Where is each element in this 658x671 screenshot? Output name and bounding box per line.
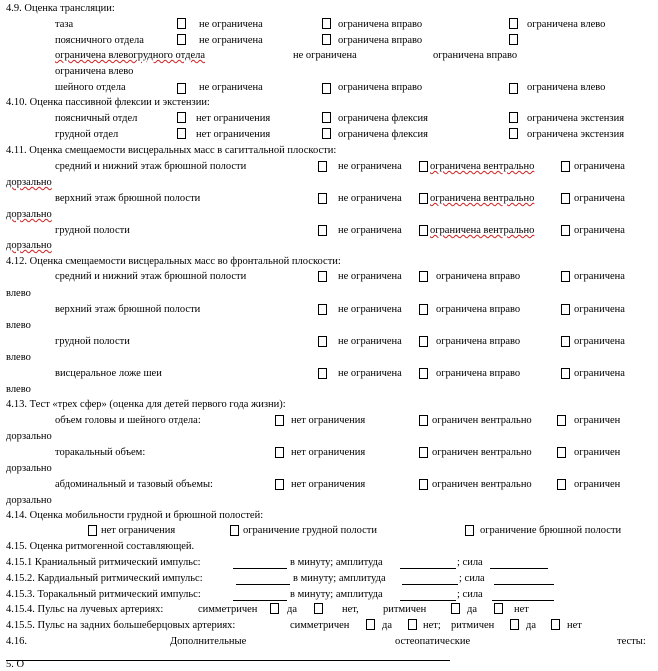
wrap-neck-front: влево xyxy=(6,384,31,395)
opt-neck-front-left: ограничена xyxy=(574,368,625,379)
checkbox-pelvis-left[interactable] xyxy=(509,18,518,29)
row-label-chest-front: грудной полости xyxy=(55,336,130,347)
checkbox-lumbar-unrestricted[interactable] xyxy=(177,34,186,45)
checkbox-radial-symmetric-yes[interactable] xyxy=(270,603,279,614)
checkbox-cervical-unrestricted[interactable] xyxy=(177,83,186,94)
checkbox-head-volume-ventral[interactable] xyxy=(419,415,428,426)
checkbox-mobility-chest[interactable] xyxy=(230,525,239,536)
checkbox-thoracic-extension[interactable] xyxy=(509,128,518,139)
checkbox-upper-abdomen-front-right[interactable] xyxy=(419,304,428,315)
thoracic-amplitude-field[interactable] xyxy=(400,600,456,601)
opt-mobility-abdomen: ограничение брюшной полости xyxy=(480,525,622,536)
tibial-rhythmic-no: нет xyxy=(567,620,582,631)
checkbox-tibial-rhythmic-no[interactable] xyxy=(551,619,560,630)
checkbox-mobility-abdomen[interactable] xyxy=(465,525,474,536)
opt-head-volume-none: нет ограничения xyxy=(291,415,366,426)
checkbox-upper-abdomen-sag-ventral[interactable] xyxy=(419,193,428,204)
checkbox-radial-symmetric-no[interactable] xyxy=(314,603,323,614)
cardiac-amplitude-field[interactable] xyxy=(402,584,458,585)
checkbox-upper-abdomen-front-left[interactable] xyxy=(561,304,570,315)
row-label-lower-abdomen-front: средний и нижний этаж брюшной полости xyxy=(55,271,247,282)
tibial-symmetric-no: нет; xyxy=(423,620,441,631)
wrap-abdominal-volume: дорзально xyxy=(6,495,52,506)
opt-thoracic-unrestricted: не ограничена xyxy=(293,50,357,61)
radial-rhythmic-no: нет xyxy=(514,604,529,615)
section-4-15-title: 4.15. Оценка ритмогенной составляющей. xyxy=(6,541,195,552)
cranial-impulse-label: 4.15.1 Краниальный ритмический импульс: xyxy=(6,557,201,568)
row-thoracic-wrap: ограничена влево xyxy=(55,66,134,77)
row-label-abdominal-volume: абдоминальный и тазовый объемы: xyxy=(55,479,213,490)
opt-chest-front-none: не ограничена xyxy=(338,336,402,347)
opt-lower-abdomen-front-right: ограничена вправо xyxy=(436,271,521,282)
opt-lower-abdomen-front-left: ограничена xyxy=(574,271,625,282)
section-4-10-title: 4.10. Оценка пассивной флексии и экстензии: xyxy=(6,97,210,108)
checkbox-lumbar-extension[interactable] xyxy=(509,112,518,123)
checkbox-head-volume-none[interactable] xyxy=(275,415,284,426)
tibial-rhythmic-label: ритмичен xyxy=(451,620,495,631)
thoracic-force-label: ; сила xyxy=(457,589,483,600)
cranial-rate-field[interactable] xyxy=(233,568,287,569)
checkbox-lumbar-flexion[interactable] xyxy=(322,112,331,123)
checkbox-thoracic-volume-none[interactable] xyxy=(275,447,284,458)
opt-lumbar-unrestricted: не ограничена xyxy=(199,35,263,46)
checkbox-lower-abdomen-front-left[interactable] xyxy=(561,271,570,282)
opt-abdominal-volume-none: нет ограничения xyxy=(291,479,366,490)
thoracic-rate-field[interactable] xyxy=(233,600,287,601)
checkbox-lumbar-left[interactable] xyxy=(509,34,518,45)
tibial-rhythmic-yes: да xyxy=(526,620,537,631)
row-label-upper-abdomen-sag: верхний этаж брюшной полости xyxy=(55,193,201,204)
checkbox-thoracic-volume-ventral[interactable] xyxy=(419,447,428,458)
tibial-symmetric-label: симметричен xyxy=(290,620,350,631)
opt-chest-sag-ventral: ограничена вентрально xyxy=(430,225,535,236)
checkbox-lower-abdomen-sag-dorsal[interactable] xyxy=(561,161,570,172)
wrap-chest-front: влево xyxy=(6,352,31,363)
opt-chest-sag-dorsal: ограничена xyxy=(574,225,625,236)
opt-neck-front-right: ограничена вправо xyxy=(436,368,521,379)
cranial-force-field[interactable] xyxy=(490,568,548,569)
checkbox-cervical-left[interactable] xyxy=(509,83,518,94)
section-4-16-word-1: Дополнительные xyxy=(170,636,247,647)
row-label-cervical: шейного отдела xyxy=(55,82,126,93)
cranial-force-label: ; сила xyxy=(457,557,483,568)
opt-chest-front-right: ограничена вправо xyxy=(436,336,521,347)
opt-lower-abdomen-sag-dorsal: ограничена xyxy=(574,161,625,172)
additional-tests-line[interactable] xyxy=(6,660,450,661)
checkbox-chest-sag-none[interactable] xyxy=(318,225,327,236)
row-label-upper-abdomen-front: верхний этаж брюшной полости xyxy=(55,304,201,315)
opt-upper-abdomen-sag-none: не ограничена xyxy=(338,193,402,204)
opt-thoracic-right: ограничена вправо xyxy=(433,50,518,61)
cardiac-per-minute: в минуту; амплитуда xyxy=(293,573,386,584)
radial-symmetric-yes: да xyxy=(287,604,298,615)
thoracic-force-field[interactable] xyxy=(492,600,554,601)
checkbox-chest-sag-ventral[interactable] xyxy=(419,225,428,236)
section-5-fragment: 5. О xyxy=(6,659,25,670)
checkbox-upper-abdomen-front-none[interactable] xyxy=(318,304,327,315)
cardiac-force-field[interactable] xyxy=(494,584,554,585)
opt-thoracic-volume-ventral: ограничен вентрально xyxy=(432,447,532,458)
opt-neck-front-none: не ограничена xyxy=(338,368,402,379)
checkbox-upper-abdomen-sag-none[interactable] xyxy=(318,193,327,204)
opt-lumbar-flexion: ограничена флексия xyxy=(338,113,428,124)
row-label-thoracic-volume: торакальный объем: xyxy=(55,447,146,458)
checkbox-neck-front-right[interactable] xyxy=(419,368,428,379)
section-4-16-word-3: тесты: xyxy=(617,636,646,647)
section-4-16-number: 4.16. xyxy=(6,636,27,647)
row-label-lower-abdomen-sag: средний и нижний этаж брюшной полости xyxy=(55,161,247,172)
checkbox-thoracic-flexion[interactable] xyxy=(322,128,331,139)
cardiac-force-label: ; сила xyxy=(459,573,485,584)
section-4-13-title: 4.13. Тест «трех сфер» (оценка для детей первого года жизни): xyxy=(6,399,286,410)
opt-lumbar-extension: ограничена экстензия xyxy=(527,113,625,124)
opt-cervical-right: ограничена вправо xyxy=(338,82,423,93)
checkbox-head-volume-dorsal[interactable] xyxy=(557,415,566,426)
checkbox-chest-front-none[interactable] xyxy=(318,336,327,347)
radial-rhythmic-label: ритмичен xyxy=(383,604,427,615)
opt-upper-abdomen-sag-dorsal: ограничена xyxy=(574,193,625,204)
wrap-lower-abdomen-sag: дорзально xyxy=(6,177,52,188)
opt-thoracic-volume-dorsal: ограничен xyxy=(574,447,621,458)
row-label-neck-front: висцеральное ложе шеи xyxy=(55,368,162,379)
checkbox-pelvis-right[interactable] xyxy=(322,18,331,29)
opt-upper-abdomen-front-right: ограничена вправо xyxy=(436,304,521,315)
row-label-pelvis: таза xyxy=(55,19,74,30)
row-label-thoracic-flex: грудной отдел xyxy=(55,129,119,140)
section-4-12-title: 4.12. Оценка смещаемости висцеральных масс во фронтальной плоскости: xyxy=(6,256,341,267)
section-4-11-title: 4.11. Оценка смещаемости висцеральных масс в сагиттальной плоскости: xyxy=(6,145,337,156)
tibial-symmetric-yes: да xyxy=(382,620,393,631)
row-label-chest-sag: грудной полости xyxy=(55,225,130,236)
checkbox-chest-front-right[interactable] xyxy=(419,336,428,347)
opt-upper-abdomen-sag-ventral: ограничена вентрально xyxy=(430,193,535,204)
opt-abdominal-volume-ventral: ограничен вентрально xyxy=(432,479,532,490)
opt-abdominal-volume-dorsal: ограничен xyxy=(574,479,621,490)
section-4-16-word-2: остеопатические xyxy=(395,636,471,647)
opt-cervical-unrestricted: не ограничена xyxy=(199,82,263,93)
cardiac-impulse-label: 4.15.2. Кардиальный ритмический импульс: xyxy=(6,573,203,584)
opt-pelvis-left: ограничена влево xyxy=(527,19,606,30)
opt-lumbar-flex-none: нет ограничения xyxy=(196,113,271,124)
checkbox-pelvis-unrestricted[interactable] xyxy=(177,18,186,29)
wrap-chest-sag: дорзально xyxy=(6,240,52,251)
checkbox-abdominal-volume-dorsal[interactable] xyxy=(557,479,566,490)
radial-rhythmic-yes: да xyxy=(467,604,478,615)
radial-symmetric-no: нет, xyxy=(342,604,359,615)
checkbox-lower-abdomen-sag-ventral[interactable] xyxy=(419,161,428,172)
opt-head-volume-ventral: ограничен вентрально xyxy=(432,415,532,426)
opt-lower-abdomen-front-none: не ограничена xyxy=(338,271,402,282)
checkbox-tibial-symmetric-yes[interactable] xyxy=(366,619,375,630)
row-label-head-volume: объем головы и шейного отдела: xyxy=(55,415,201,426)
checkbox-lower-abdomen-sag-none[interactable] xyxy=(318,161,327,172)
opt-lumbar-right: ограничена вправо xyxy=(338,35,423,46)
wrap-upper-abdomen-sag: дорзально xyxy=(6,209,52,220)
section-4-9-title: 4.9. Оценка трансляции: xyxy=(6,3,115,14)
wrap-upper-abdomen-front: влево xyxy=(6,320,31,331)
checkbox-lumbar-flex-none[interactable] xyxy=(177,112,186,123)
thoracic-per-minute: в минуту; амплитуда xyxy=(290,589,383,600)
opt-chest-sag-none: не ограничена xyxy=(338,225,402,236)
cranial-amplitude-field[interactable] xyxy=(400,568,456,569)
wrap-thoracic-volume: дорзально xyxy=(6,463,52,474)
opt-cervical-left: ограничена влево xyxy=(527,82,606,93)
checkbox-thoracic-volume-dorsal[interactable] xyxy=(557,447,566,458)
cranial-per-minute: в минуту; амплитуда xyxy=(290,557,383,568)
checkbox-abdominal-volume-none[interactable] xyxy=(275,479,284,490)
radial-symmetric-label: симметричен xyxy=(198,604,258,615)
row-label-lumbar-flex: поясничный отдел xyxy=(55,113,138,124)
tibial-pulse-label: 4.15.5. Пульс на задних большеберцовых артериях: xyxy=(6,620,236,631)
section-4-14-title: 4.14. Оценка мобильности грудной и брюшной полостей: xyxy=(6,510,264,521)
row-label-thoracic: ограничена влевогрудного отдела xyxy=(55,50,206,61)
checkbox-cervical-right[interactable] xyxy=(322,83,331,94)
opt-upper-abdomen-front-left: ограничена xyxy=(574,304,625,315)
checkbox-lumbar-right[interactable] xyxy=(322,34,331,45)
checkbox-lower-abdomen-front-right[interactable] xyxy=(419,271,428,282)
checkbox-upper-abdomen-sag-dorsal[interactable] xyxy=(561,193,570,204)
opt-pelvis-right: ограничена вправо xyxy=(338,19,423,30)
opt-mobility-chest: ограничение грудной полости xyxy=(243,525,377,536)
checkbox-lower-abdomen-front-none[interactable] xyxy=(318,271,327,282)
checkbox-tibial-rhythmic-yes[interactable] xyxy=(510,619,519,630)
checkbox-chest-sag-dorsal[interactable] xyxy=(561,225,570,236)
opt-pelvis-unrestricted: не ограничена xyxy=(199,19,263,30)
wrap-lower-abdomen-front: влево xyxy=(6,288,31,299)
opt-thoracic-volume-none: нет ограничения xyxy=(291,447,366,458)
opt-thoracic-flexion: ограничена флексия xyxy=(338,129,428,140)
checkbox-radial-rhythmic-no[interactable] xyxy=(494,603,503,614)
checkbox-abdominal-volume-ventral[interactable] xyxy=(419,479,428,490)
wrap-head-volume: дорзально xyxy=(6,431,52,442)
opt-mobility-none: нет ограничения xyxy=(101,525,176,536)
checkbox-tibial-symmetric-no[interactable] xyxy=(408,619,417,630)
checkbox-radial-rhythmic-yes[interactable] xyxy=(451,603,460,614)
opt-thoracic-flex-none: нет ограничения xyxy=(196,129,271,140)
opt-lower-abdomen-sag-ventral: ограничена вентрально xyxy=(430,161,535,172)
opt-upper-abdomen-front-none: не ограничена xyxy=(338,304,402,315)
opt-thoracic-extension: ограничена экстензия xyxy=(527,129,625,140)
checkbox-chest-front-left[interactable] xyxy=(561,336,570,347)
opt-lower-abdomen-sag-none: не ограничена xyxy=(338,161,402,172)
checkbox-neck-front-left[interactable] xyxy=(561,368,570,379)
opt-head-volume-dorsal: ограничен xyxy=(574,415,621,426)
checkbox-neck-front-none[interactable] xyxy=(318,368,327,379)
row-label-lumbar: поясничного отдела xyxy=(55,35,144,46)
cardiac-rate-field[interactable] xyxy=(236,584,290,585)
radial-pulse-label: 4.15.4. Пульс на лучевых артериях: xyxy=(6,604,164,615)
thoracic-impulse-label: 4.15.3. Торакальный ритмический импульс: xyxy=(6,589,201,600)
opt-chest-front-left: ограничена xyxy=(574,336,625,347)
checkbox-mobility-none[interactable] xyxy=(88,525,97,536)
checkbox-thoracic-flex-none[interactable] xyxy=(177,128,186,139)
